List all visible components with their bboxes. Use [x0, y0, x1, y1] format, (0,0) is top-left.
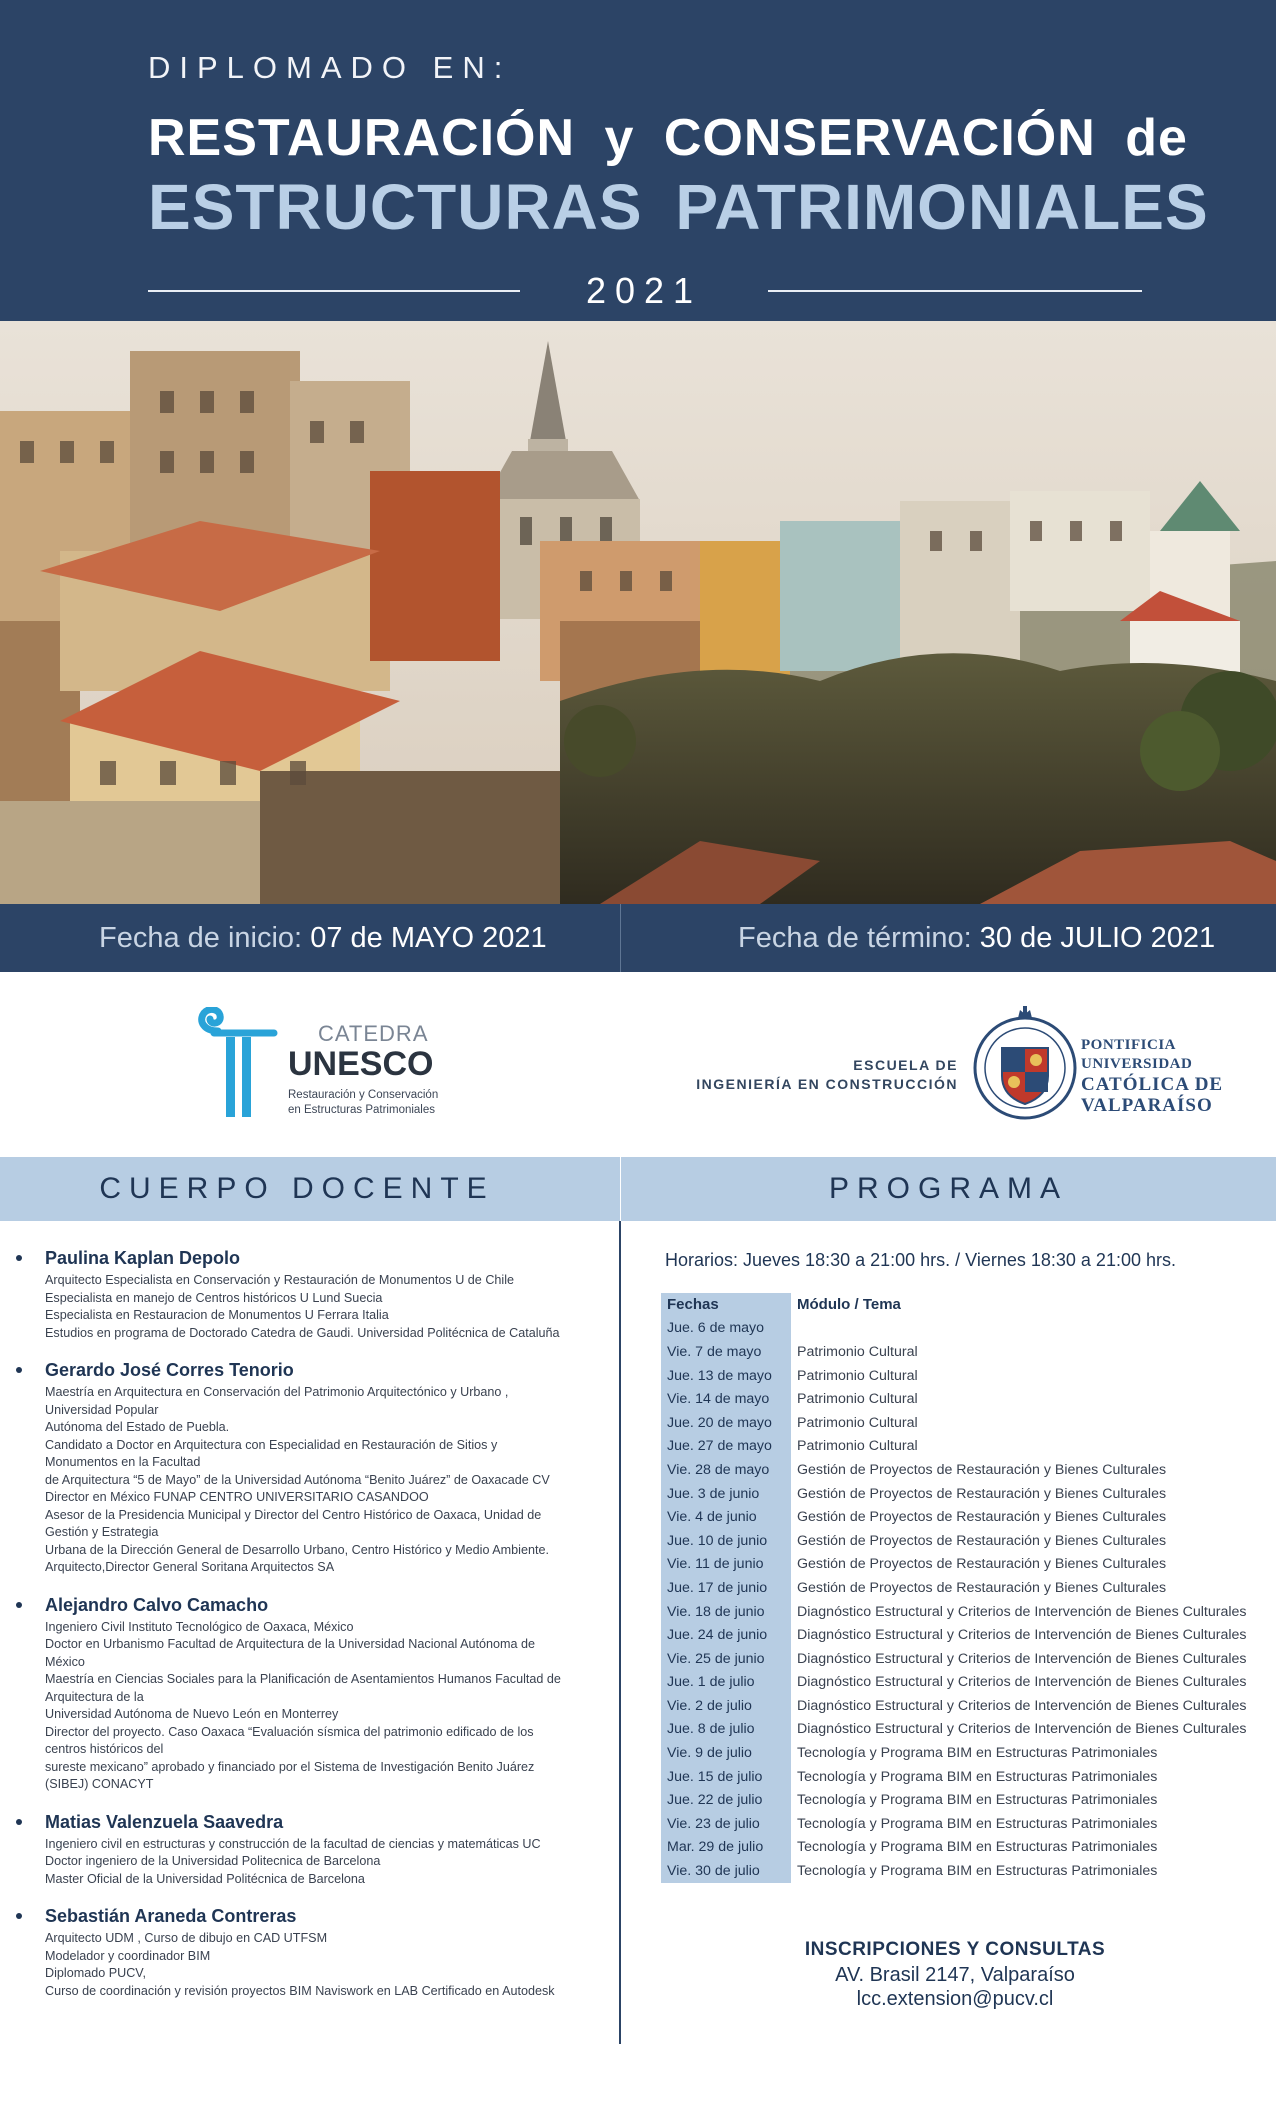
programa-tema: Patrimonio Cultural — [797, 1438, 918, 1455]
teacher-credential: Arquitecto UDM , Curso de dibujo en CAD UTFSM — [45, 1931, 328, 1945]
end-date-value: 30 de JULIO 2021 — [979, 922, 1216, 954]
programa-tema: Tecnología y Programa BIM en Estructuras Patrimoniales — [797, 1839, 1158, 1856]
teacher-credential: Monumentos en la Facultad — [45, 1455, 201, 1469]
programa-tema: Tecnología y Programa BIM en Estructuras Patrimoniales — [797, 1792, 1158, 1809]
programa-table-header-row — [661, 1293, 1252, 1317]
programa-tema — [791, 1317, 1252, 1341]
programa-row — [661, 1553, 1252, 1577]
teacher-item — [14, 1360, 604, 1577]
teacher-credential: Universidad Autónoma de Nuevo León en Monterrey — [45, 1707, 339, 1721]
programa-fecha: Vie. 4 de junio — [661, 1505, 791, 1529]
programa-row — [661, 1576, 1252, 1600]
programa-tema: Diagnóstico Estructural y Criterios de Intervención de Bienes Culturales — [797, 1650, 1247, 1667]
section-header-docentes — [0, 1157, 620, 1221]
programa-tema: Diagnóstico Estructural y Criterios de Intervención de Bienes Culturales — [797, 1627, 1247, 1644]
programa-fecha: Vie. 2 de julio — [661, 1694, 791, 1718]
contact-heading: INSCRIPCIONES Y CONSULTAS — [804, 1939, 1106, 1960]
programa-fecha: Vie. 28 de mayo — [661, 1458, 791, 1482]
programa-tema: Patrimonio Cultural — [797, 1367, 918, 1384]
programa-fecha: Jue. 24 de junio — [661, 1623, 791, 1647]
university-seal-icon — [972, 1004, 1078, 1129]
teacher-credential: Especialista en manejo de Centros históricos U Lund Suecia — [45, 1290, 383, 1305]
programa-row — [661, 1623, 1252, 1647]
programa-row — [661, 1859, 1252, 1883]
teacher-name: Matias Valenzuela Saavedra — [45, 1811, 284, 1832]
programa-fecha: Jue. 3 de junio — [661, 1482, 791, 1506]
programa-fecha: Vie. 23 de julio — [661, 1812, 791, 1836]
programa-row — [661, 1812, 1252, 1836]
programa-tema: Diagnóstico Estructural y Criterios de Intervención de Bienes Culturales — [797, 1674, 1247, 1691]
diploma-kicker: DIPLOMADO EN: — [148, 50, 512, 85]
programa-row — [661, 1718, 1252, 1742]
title-line-2: ESTRUCTURAS PATRIMONIALES — [148, 171, 1209, 243]
programa-row — [661, 1435, 1252, 1459]
escuela-construccion-logo — [690, 1056, 958, 1094]
programa-fecha: Vie. 14 de mayo — [661, 1387, 791, 1411]
programa-row — [661, 1694, 1252, 1718]
teacher-credential: Ingeniero civil en estructuras y construcción de la facultad de ciencias y matemáticas UC — [45, 1836, 541, 1851]
programa-row — [661, 1482, 1252, 1506]
programa-fecha: Vie. 9 de julio — [661, 1741, 791, 1765]
programa-fecha: Jue. 13 de mayo — [661, 1364, 791, 1388]
escuela-line-1: ESCUELA DE — [853, 1057, 958, 1073]
teacher-credential: Doctor ingeniero de la Universidad Politecnica de Barcelona — [45, 1854, 381, 1868]
programa-row — [661, 1647, 1252, 1671]
teacher-credential: Asesor de la Presidencia Municipal y Director del Centro Histórico de Oaxaca, Unidad de — [45, 1507, 542, 1522]
teacher-credential: Ingeniero Civil Instituto Tecnológico de Oaxaca, México — [45, 1619, 354, 1634]
col-header-fechas: Fechas — [661, 1293, 791, 1317]
end-date — [738, 904, 1215, 972]
programa-tema: Diagnóstico Estructural y Criterios de Intervención de Bienes Culturales — [797, 1603, 1247, 1620]
programa-fecha: Jue. 20 de mayo — [661, 1411, 791, 1435]
programa-fecha: Vie. 18 de junio — [661, 1600, 791, 1624]
programa-fecha: Mar. 29 de julio — [661, 1836, 791, 1860]
teacher-credential: Candidato a Doctor en Arquitectura con Especialidad en Restauración de Sitios y — [45, 1437, 498, 1452]
teacher-credential: Gestión y Estrategia — [45, 1525, 159, 1539]
teacher-credential: Director en México FUNAP CENTRO UNIVERSITARIO CASANDOO — [45, 1490, 429, 1504]
unesco-label: UNESCO — [288, 1045, 434, 1083]
catedra-label: CATEDRA — [318, 1021, 429, 1046]
teacher-credential: sureste mexicano” aprobado y financiado por el Sistema de Investigación Benito Juárez — [45, 1759, 535, 1774]
teacher-credential: Especialista en Restauracion de Monumentos U Ferrara Italia — [45, 1308, 389, 1322]
bullet-icon — [16, 1913, 22, 1919]
programa-tema: Gestión de Proyectos de Restauración y Bienes Culturales — [797, 1579, 1167, 1596]
pucv-line-1: PONTIFICIA — [1081, 1037, 1177, 1053]
bullet-icon — [16, 1367, 22, 1373]
dates-band — [0, 904, 1276, 972]
teacher-credential: Diplomado PUCV, — [45, 1966, 147, 1980]
programa-tema: Gestión de Proyectos de Restauración y Bienes Culturales — [797, 1556, 1167, 1573]
pucv-line-3: CATÓLICA DE — [1081, 1074, 1224, 1095]
programa-row — [661, 1387, 1252, 1411]
escuela-line-2: INGENIERÍA EN CONSTRUCCIÓN — [696, 1076, 958, 1092]
docentes-list — [14, 1248, 604, 2018]
programa-fecha: Jue. 8 de julio — [661, 1718, 791, 1742]
programa-row — [661, 1788, 1252, 1812]
contact-email[interactable]: lcc.extension@pucv.cl — [856, 1988, 1054, 2010]
programa-tema: Tecnología y Programa BIM en Estructuras Patrimoniales — [797, 1745, 1158, 1762]
year-label: 2021 — [585, 270, 703, 311]
teacher-credential: Estudios en programa de Doctorado Catedra de Gaudi. Universidad Politécnica de Cataluña — [45, 1325, 560, 1340]
programa-row — [661, 1741, 1252, 1765]
teacher-item — [14, 1248, 604, 1342]
programa-row — [661, 1671, 1252, 1695]
programa-fecha: Jue. 22 de julio — [661, 1788, 791, 1812]
programa-fecha: Jue. 17 de junio — [661, 1576, 791, 1600]
teacher-credential: de Arquitectura “5 de Mayo” de la Universidad Autónoma “Benito Juárez” de Oaxacade CV — [45, 1472, 550, 1487]
teacher-credential: Arquitectura de la — [45, 1689, 144, 1704]
section-header-programa — [621, 1157, 1276, 1221]
teacher-name: Sebastián Araneda Contreras — [45, 1906, 297, 1926]
programa-tema: Diagnóstico Estructural y Criterios de Intervención de Bienes Culturales — [797, 1721, 1247, 1738]
programa-row — [661, 1340, 1252, 1364]
teacher-credential: Arquitecto Especialista en Conservación y Restauración de Monumentos U de Chile — [45, 1273, 515, 1287]
docentes-title: CUERPO DOCENTE — [99, 1172, 495, 1205]
programa-row — [661, 1411, 1252, 1435]
start-date — [99, 904, 547, 972]
title-line-1: RESTAURACIÓN y CONSERVACIÓN de — [148, 109, 1188, 167]
teacher-credential: Doctor en Urbanismo Facultad de Arquitectura de la Universidad Nacional Autónoma de — [45, 1637, 536, 1651]
teacher-credential: Master Oficial de la Universidad Politécnica de Barcelona — [45, 1871, 365, 1886]
programa-row — [661, 1600, 1252, 1624]
teacher-item — [14, 1595, 604, 1794]
unesco-subtitle-1: Restauración y Conservación — [288, 1089, 439, 1101]
pucv-line-4: VALPARAÍSO — [1081, 1095, 1213, 1116]
programa-tema: Patrimonio Cultural — [797, 1391, 918, 1408]
programa-fecha: Jue. 10 de junio — [661, 1529, 791, 1553]
teacher-name: Alejandro Calvo Camacho — [45, 1594, 269, 1615]
teacher-credential: Maestría en Ciencias Sociales para la Planificación de Asentamientos Humanos Facultad de — [45, 1672, 561, 1686]
teacher-credential: Arquitecto,Director General Soritana Arquitectos SA — [45, 1560, 335, 1574]
teacher-credential: centros históricos del — [45, 1742, 164, 1756]
contact-address: AV. Brasil 2147, Valparaíso — [835, 1964, 1075, 1986]
programa-fecha: Vie. 25 de junio — [661, 1647, 791, 1671]
teacher-credential: Maestría en Arquitectura en Conservación del Patrimonio Arquitectónico y Urbano , — [45, 1385, 509, 1399]
contact-block — [700, 1937, 1210, 2011]
programa-title: PROGRAMA — [828, 1172, 1069, 1205]
ionic-column-icon — [196, 1007, 286, 1123]
programa-tema: Tecnología y Programa BIM en Estructuras Patrimoniales — [797, 1768, 1158, 1785]
teacher-credential: Autónoma del Estado de Puebla. — [45, 1420, 230, 1434]
column-divider — [619, 1221, 621, 2044]
programa-fecha: Vie. 7 de mayo — [661, 1340, 791, 1364]
catedra-unesco-logo — [196, 1005, 439, 1125]
start-date-label: Fecha de inicio: — [99, 922, 303, 954]
header-banner — [0, 0, 1276, 321]
programa-row — [661, 1836, 1252, 1860]
programa-tema: Gestión de Proyectos de Restauración y Bienes Culturales — [797, 1485, 1167, 1502]
teacher-credential: Universidad Popular — [45, 1402, 159, 1417]
teacher-credential: México — [45, 1654, 85, 1669]
programa-fecha: Jue. 15 de julio — [661, 1765, 791, 1789]
start-date-value: 07 de MAYO 2021 — [310, 922, 547, 954]
bullet-icon — [16, 1602, 22, 1608]
teacher-credential: Director del proyecto. Caso Oaxaca “Evaluación sísmica del patrimonio edificado de los — [45, 1724, 534, 1739]
programa-row — [661, 1529, 1252, 1553]
dates-separator — [620, 904, 621, 972]
programa-tema: Gestión de Proyectos de Restauración y Bienes Culturales — [797, 1532, 1167, 1549]
unesco-subtitle-2: en Estructuras Patrimoniales — [288, 1104, 436, 1116]
programa-fecha: Jue. 27 de mayo — [661, 1435, 791, 1459]
programa-row — [661, 1458, 1252, 1482]
programa-fecha: Jue. 6 de mayo — [661, 1317, 791, 1341]
programa-row — [661, 1765, 1252, 1789]
teacher-item — [14, 1906, 604, 2000]
horarios-text: Horarios: Jueves 18:30 a 21:00 hrs. / Viernes 18:30 a 21:00 hrs. — [665, 1250, 1176, 1270]
programa-fecha: Vie. 30 de julio — [661, 1859, 791, 1883]
end-date-label: Fecha de término: — [738, 922, 972, 954]
programa-row — [661, 1317, 1252, 1341]
programa-fecha: Vie. 11 de junio — [661, 1553, 791, 1577]
programa-tema: Gestión de Proyectos de Restauración y Bienes Culturales — [797, 1461, 1167, 1478]
programa-fecha: Jue. 1 de julio — [661, 1671, 791, 1695]
pucv-line-2: UNIVERSIDAD — [1081, 1056, 1193, 1072]
programa-tema: Patrimonio Cultural — [797, 1414, 918, 1431]
teacher-item — [14, 1812, 604, 1889]
programa-tema: Patrimonio Cultural — [797, 1343, 918, 1360]
teacher-credential: Modelador y coordinador BIM — [45, 1948, 211, 1963]
programa-row — [661, 1505, 1252, 1529]
col-header-modulo: Módulo / Tema — [797, 1296, 901, 1314]
programa-tema: Tecnología y Programa BIM en Estructuras Patrimoniales — [797, 1815, 1158, 1832]
programa-table — [661, 1293, 1252, 1883]
teacher-credential: Urbana de la Dirección General de Desarrollo Urbano, Centro Histórico y Medio Ambiente. — [45, 1542, 549, 1557]
programa-tema: Gestión de Proyectos de Restauración y Bienes Culturales — [797, 1509, 1167, 1526]
teacher-credential: (SIBEJ) CONACYT — [45, 1777, 154, 1791]
year-rule-left — [148, 290, 520, 292]
programa-tema: Tecnología y Programa BIM en Estructuras Patrimoniales — [797, 1863, 1158, 1880]
teacher-credential: Curso de coordinación y revisión proyectos BIM Naviswork en LAB Certificado en Autodesk — [45, 1983, 555, 1998]
teacher-name: Gerardo José Corres Tenorio — [45, 1360, 294, 1380]
programa-row — [661, 1364, 1252, 1388]
year-rule-right — [768, 290, 1142, 292]
pucv-logo-text — [1081, 1036, 1223, 1116]
programa-tema: Diagnóstico Estructural y Criterios de Intervención de Bienes Culturales — [797, 1697, 1247, 1714]
bullet-icon — [16, 1819, 22, 1825]
valparaiso-cityscape-photo — [0, 321, 1276, 904]
bullet-icon — [16, 1255, 22, 1261]
teacher-name: Paulina Kaplan Depolo — [45, 1248, 241, 1268]
